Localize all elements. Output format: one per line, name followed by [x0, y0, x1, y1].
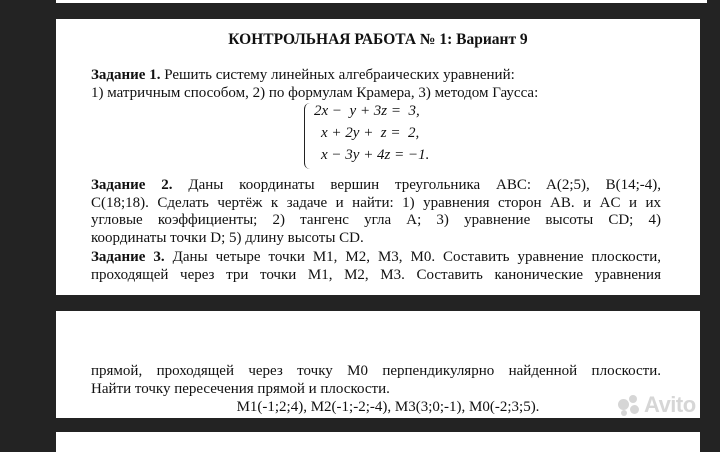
task-1-line-1: Решить систему линейных алгебраических уравнений:	[160, 67, 515, 83]
task-1-line-2: 1) матричным способом, 2) по формулам Крамера, 3) методом Гаусса:	[91, 84, 539, 101]
task-1	[91, 67, 661, 102]
document-title: КОНТРОЛЬНАЯ РАБОТА № 1: Вариант 9	[228, 31, 528, 48]
document-page-1	[56, 19, 700, 295]
equation-1: 2x − y + 3z = 3,	[314, 103, 420, 119]
avito-watermark	[618, 392, 696, 418]
task-3-line-4: Найти точку пересечения прямой и плоскости.	[91, 380, 390, 397]
task-2-line-1: Даны координаты вершин треугольника ABC: A(2;5), B(14;-4),	[172, 177, 662, 193]
task-3-line-3: прямой, проходящей через точку M0 перпендикулярно найденной плоскости.	[91, 363, 661, 379]
task-2	[91, 177, 661, 247]
task-2-line-4: координаты точки D; 5) длину высоты CD.	[91, 229, 364, 246]
equation-system	[304, 103, 464, 171]
task-2-line-2: C(18;18). Сделать чертёж к задаче и найти: 1) уравнения сторон AB. и AC и их	[91, 194, 661, 211]
document-page-2	[56, 311, 700, 418]
previous-page-edge	[56, 0, 707, 3]
task-3-points: M1(-1;2;4), M2(-1;-2;-4), M3(3;0;-1), M0(-2;3;5).	[236, 399, 540, 415]
equation-2: x + 2y + z = 2,	[321, 125, 420, 141]
task-3-label: Задание 3.	[91, 249, 165, 265]
task-3-continued	[91, 363, 661, 398]
brace-icon	[304, 103, 313, 169]
task-2-line-3: угловые коэффициенты; 2) тангенс угла A; 3) уравнение высоты CD; 4)	[91, 212, 661, 228]
avito-text: Avito	[644, 392, 696, 417]
task-1-label: Задание 1.	[91, 67, 161, 83]
task-2-label: Задание 2.	[91, 177, 173, 193]
task-3	[91, 249, 661, 284]
task-3-line-1: Даны четыре точки M1, M2, M3, M0. Составить уравнение плоскости,	[164, 249, 661, 265]
next-page-edge	[56, 432, 700, 452]
equation-3: x − 3y + 4z = −1.	[321, 147, 430, 163]
task-3-line-2: проходящей через три точки M1, M2, M3. Составить канонические уравнения	[91, 266, 661, 283]
avito-logo-icon	[618, 395, 644, 417]
